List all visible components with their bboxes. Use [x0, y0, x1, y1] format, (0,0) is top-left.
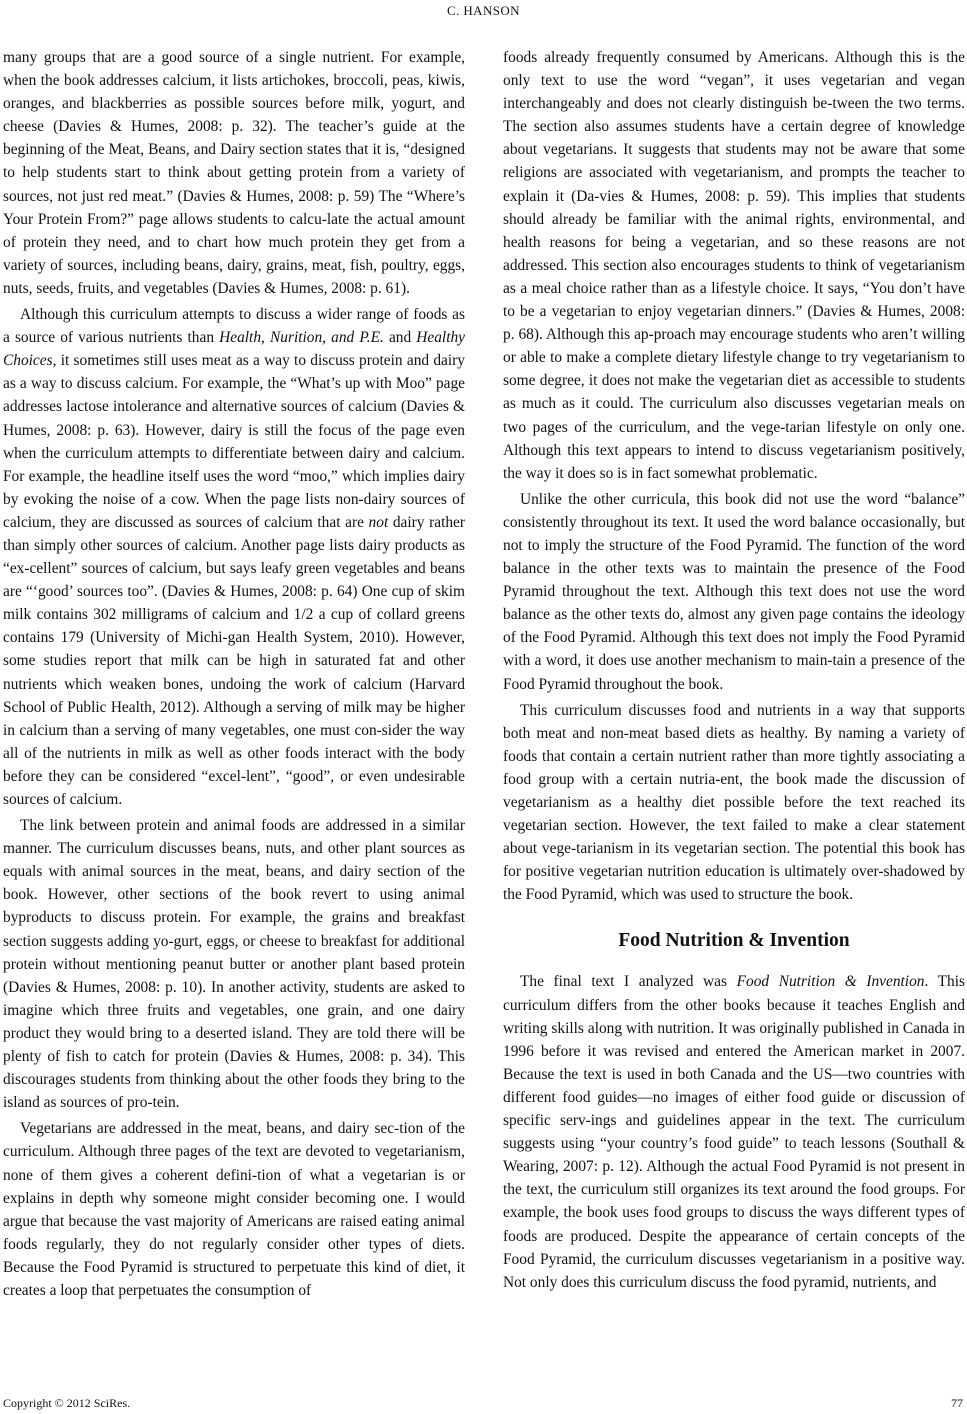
paragraph: many groups that are a good source of a single nutrient. For example, when the book addresses calcium, it lists artichokes, broccoli, peas, kiwis, oranges, and blackberries as possible sources before milk, yogurt, and cheese (Davies & Humes, 2008: p. 32). The teacher’s guide at the beginning of the Meat, Beans, and Dairy section states that it is, “designed to help students start to think about getting protein from a variety of sources, not just red meat.” (Davies & Humes, 2008: p. 59) The “Where’s Your Protein From?” page allows students to calcu-late the actual amount of protein they need, and to chart how much protein they get from a variety of sources, including beans, dairy, grains, meat, fish, poultry, eggs, nuts, seeds, fruits, and vegetables (Davies & Humes, 2008: p. 61).: [3, 49, 465, 297]
paragraph-text: Although this curriculum attempts to discuss a wider range of foods as a source of various nutrients than: [3, 306, 465, 347]
paragraph: This curriculum discusses food and nutrients in a way that supports both meat and non-meat based diets as healthy. By naming a variety of foods that contain a certain nutrient rather than more tightly associating a food group with a certain nutria-ent, the book made the discussion of vegetarianism as a healthy diet possible before the text reached its vegetarian section. However, the text failed to make a clear statement about vege-tarianism in its vegetarian section. The potential this book has for positive vegetarian nutrition education is ultimately over-shadowed by the Food Pyramid, which was used to structure the book.: [503, 701, 965, 904]
running-head: C. HANSON: [447, 3, 520, 18]
paragraph: The link between protein and animal foods are addressed in a similar manner. The curriculum discusses beans, nuts, and other plant sources as equals with animal sources in the meat, beans, and dairy section of the book. However, other sections of the book revert to using animal byproducts to discuss protein. For example, the grains and breakfast section suggests adding yo-gurt, eggs, or cheese to breakfast for additional protein without mentioning peanut butter or another plant based protein (Davies & Humes, 2008: p. 10). In another activity, students are asked to imagine which three fruits and vegetables, one grain, and one dairy product they would bring to a deserted island. They are told there will be plenty of fish to catch for protein (Davies & Humes, 2008: p. 34). This discourages students from thinking about the other foods they bring to the island as sources of pro-tein.: [3, 817, 465, 1112]
book-title: Healthy Choices: [3, 329, 466, 370]
paragraph: Unlike the other curricula, this book did not use the word “balance” consistently throughout its text. It used the word balance occasionally, but not to imply the structure of the Food Pyramid. The function of the word balance in the other texts was to maintain the presence of the Food Pyramid throughout the text. Although this text does not use the word balance as the other texts do, almost any given page contains the ideology of the Food Pyramid. Although this text does not imply the Food Pyramid with a word, it does use another mechanism to main-tain a presence of the Food Pyramid throughout the book.: [503, 490, 965, 693]
paragraph-text: , it sometimes still uses meat as a way to discuss protein and dairy as a way to discuss calcium. For example, the “What’s up with Moo” page addresses lactose intolerance and alternative sources of calcium (Davies & Humes, 2008: p. 63). However, dairy is still the focus of the page even when the curriculum attempts to differentiate between dairy and calcium. For example, the headline itself uses the word “moo,” which implies dairy by evoking the noise of a cow. When the page lists non-dairy sources of calcium, they are discussed as sources of calcium that are: [3, 352, 465, 531]
paragraph-text: dairy rather than simply other sources of calcium. Another page lists dairy products as “ex-cellent” sources of calcium, but says leafy green vegetables and beans are “‘good’ sources too”. (Davies & Humes, 2008: p. 64) One cup of skim milk contains 302 milligrams of calcium and 1/2 a cup of collard greens contains 179 (University of Michi-gan Health System, 2010). However, some studies report that milk can be high in saturated fat and other nutrients which weaken bones, undoing the work of calcium (Harvard School of Public Health, 2012). Although a serving of milk may be higher in calcium than a serving of many vegetables, one must con-sider the way all of the nutrients in milk as well as other foods interact with the body before they can be considered “excel-lent”, “good”, or even undesirable sources of calcium.: [3, 513, 465, 808]
section-heading: Food Nutrition & Invention: [618, 930, 850, 952]
left-column: [3, 46, 465, 1302]
paragraph-text: ,: [261, 329, 270, 347]
page-number: 77: [951, 1396, 963, 1410]
paragraph: Vegetarians are addressed in the meat, beans, and dairy sec-tion of the curriculum. Although three pages of the text are devoted to vegetarianism, none of them gives a coherent defini-tion of what a vegetarian is or explains in depth why someone might consider becoming one. I would argue that because the vast majority of Americans are raised eating animal foods regularly, they do not regularly consider other types of diets. Because the Food Pyramid is structured to perpetuate this kind of diet, it creates a loop that perpetuates the consumption of: [3, 1120, 465, 1299]
right-column: [503, 46, 965, 1294]
book-title: Nurition, and P.E.: [270, 329, 384, 347]
paragraph-text: . This curriculum differs from the other books because it teaches English and writing skills along with nutrition. It was originally published in Canada in 1996 before it was revised and entered the American market in 2007. Because the text is used in both Canada and the US—two countries with different food guides—no images of either food guide or discussion of specific serv-ings and guidelines appear in the text. The curriculum suggests using “your country’s food guide” to teach lessons (Southall & Wearing, 2007: p. 12). Although the actual Food Pyramid is not present in the text, the curriculum still organizes its text around the food groups. For example, the book uses food groups to discuss the ways different types of foods are produced. Despite the appearance of certain concepts of the Food Pyramid, the curriculum discusses vegetarianism in a positive way. Not only does this curriculum discuss the food pyramid, nutrients, and: [503, 973, 966, 1291]
paragraph: [503, 970, 965, 1293]
paragraph: foods already frequently consumed by Americans. Although this is the only text to use the word “vegan”, it uses vegetarian and vegan interchangeably and does not clearly distinguish be-tween the two terms. The section also assumes students have a certain degree of knowledge about vegetarians. It suggests that students may not be aware that some religions are associated with vegetarianism, and prompts the teacher to explain it (Da-vies & Humes, 2008: p. 59). This implies that students should already be familiar with the animal rights, environmental, and health reasons for being a vegetarian, and so these reasons are not addressed. This section also encourages students to think of vegetarianism as a meal choice rather than as a lifestyle choice. It says, “You don’t have to be a vegetarian to enjoy vegetarian dinners.” (Davies & Humes, 2008: p. 68). Although this ap-proach may encourage students who aren’t willing or able to make a complete dietary lifestyle change to try vegetarianism to some degree, it does not make the vegetarian diet as accessible to students as much as it could. The curriculum also discusses vegetarian meals on two pages of the curriculum, and the vege-tarian lifestyle on only one. Although this text appears to intend to discuss vegetarianism positively, the way it does so is in fact somewhat problematic.: [503, 49, 965, 482]
emphasis: not: [368, 513, 389, 531]
book-title: Food Nutrition & Invention: [736, 973, 925, 991]
copyright-notice: Copyright © 2012 SciRes.: [3, 1396, 131, 1410]
paragraph-text: The final text I analyzed was: [520, 973, 737, 991]
paragraph: [3, 303, 465, 811]
book-title: Health: [219, 329, 262, 347]
paragraph-text: and: [383, 329, 417, 347]
